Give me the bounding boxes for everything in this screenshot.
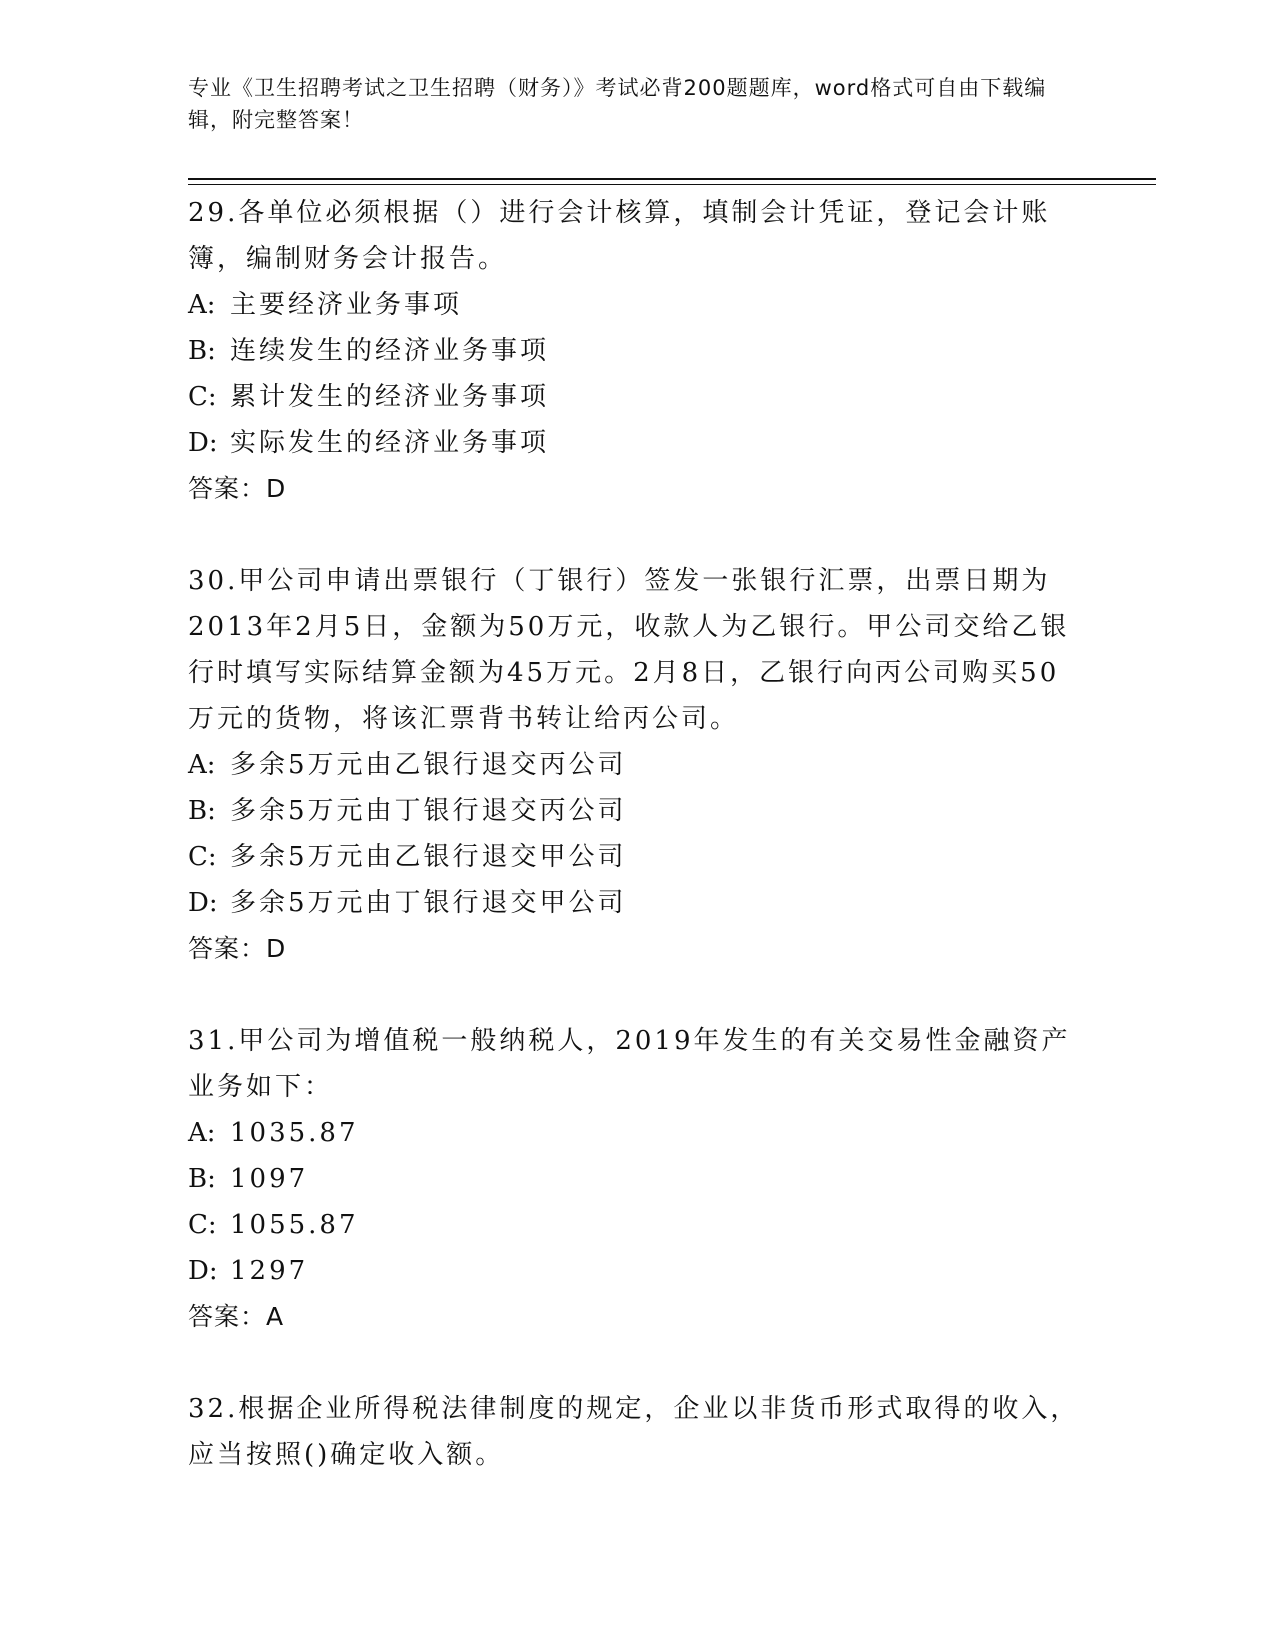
option-text: 1297 [230, 1256, 309, 1286]
question-31 [188, 1018, 1088, 1340]
question-32 [188, 1386, 1088, 1478]
option-letter: D: [188, 1256, 218, 1286]
option-text: 实际发生的经济业务事项 [230, 428, 550, 458]
option-letter: A: [188, 290, 216, 320]
option-d [188, 880, 1088, 926]
option-letter: B: [188, 796, 216, 826]
answer-label: 答案：D [188, 934, 287, 963]
option-text: 1035.87 [230, 1118, 359, 1148]
option-text: 多余5万元由乙银行退交丙公司 [230, 750, 627, 780]
header-divider-thin [188, 184, 1156, 185]
option-letter: D: [188, 888, 218, 918]
question-text: 30.甲公司申请出票银行（丁银行）签发一张银行汇票，出票日期为2013年2月5日，金额为50万元，收款人为乙银行。甲公司交给乙银行时填写实际结算金额为45万元。2月8日，乙银行向丙公司购买50万元的货物，将该汇票背书转让给丙公司。 [188, 566, 1070, 734]
option-letter: C: [188, 382, 217, 412]
option-text: 累计发生的经济业务事项 [230, 382, 550, 412]
question-30 [188, 558, 1088, 972]
option-letter: C: [188, 1210, 217, 1240]
option-text: 多余5万元由乙银行退交甲公司 [230, 842, 627, 872]
document-header [188, 72, 1068, 136]
question-spacer [188, 512, 1088, 558]
question-spacer [188, 1340, 1088, 1386]
option-text: 1055.87 [230, 1210, 359, 1240]
option-d [188, 1248, 1088, 1294]
option-d [188, 420, 1088, 466]
option-letter: B: [188, 336, 216, 366]
option-letter: C: [188, 842, 217, 872]
option-c [188, 834, 1088, 880]
option-text: 多余5万元由丁银行退交甲公司 [230, 888, 627, 918]
header-text: 专业《卫生招聘考试之卫生招聘（财务）》考试必背200题题库，word格式可自由下载编辑，附完整答案！ [188, 76, 1047, 132]
option-letter: A: [188, 750, 216, 780]
option-text: 1097 [230, 1164, 309, 1194]
question-29 [188, 190, 1088, 512]
option-letter: B: [188, 1164, 216, 1194]
answer-label: 答案：A [188, 1302, 285, 1331]
option-letter: D: [188, 428, 218, 458]
option-c [188, 374, 1088, 420]
option-b [188, 1156, 1088, 1202]
option-a [188, 1110, 1088, 1156]
option-a [188, 282, 1088, 328]
option-letter: A: [188, 1118, 216, 1148]
option-c [188, 1202, 1088, 1248]
question-spacer [188, 972, 1088, 1018]
option-b [188, 788, 1088, 834]
option-b [188, 328, 1088, 374]
question-text: 29.各单位必须根据（）进行会计核算，填制会计凭证，登记会计账簿，编制财务会计报告。 [188, 198, 1051, 274]
header-divider-thick [188, 178, 1156, 180]
answer-label: 答案：D [188, 474, 287, 503]
option-text: 连续发生的经济业务事项 [230, 336, 550, 366]
question-text: 32.根据企业所得税法律制度的规定，企业以非货币形式取得的收入，应当按照()确定收入额。 [188, 1394, 1080, 1470]
option-a [188, 742, 1088, 788]
question-list [188, 190, 1088, 1478]
option-text: 多余5万元由丁银行退交丙公司 [230, 796, 627, 826]
question-text: 31.甲公司为增值税一般纳税人，2019年发生的有关交易性金融资产业务如下： [188, 1026, 1071, 1102]
option-text: 主要经济业务事项 [230, 290, 463, 320]
